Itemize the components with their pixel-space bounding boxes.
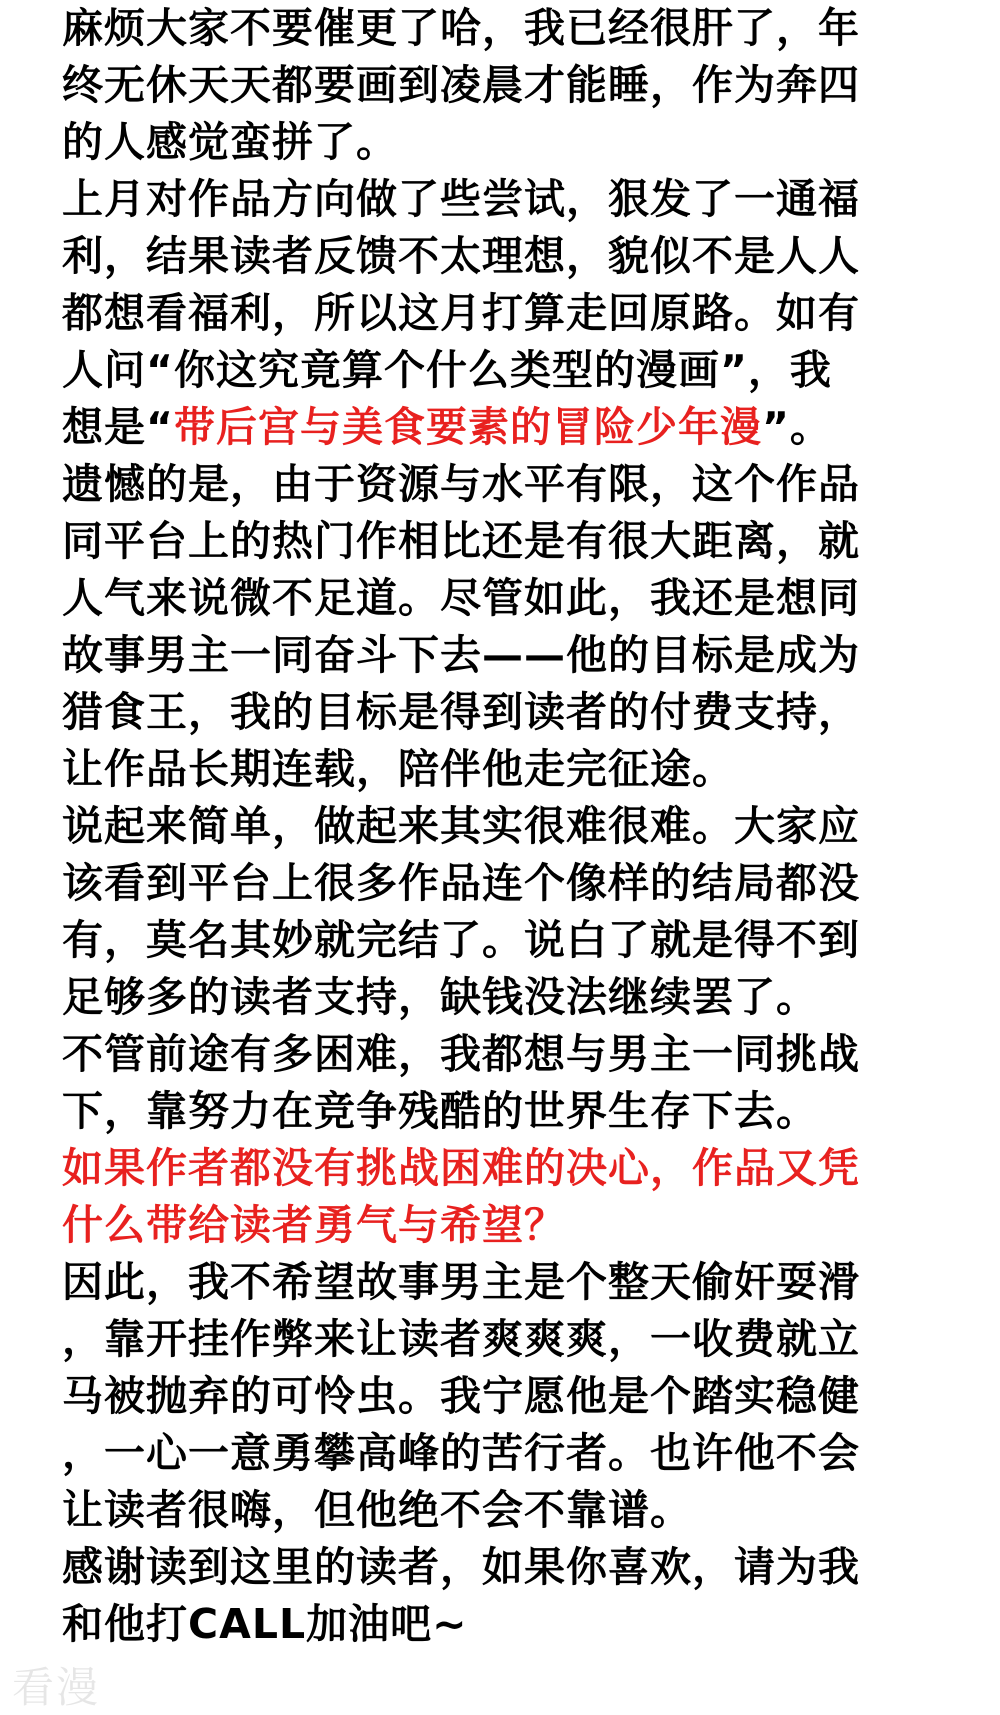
text-segment: 该看到平台上很多作品连个像样的结局都没 — [62, 859, 860, 907]
text-segment: 让作品长期连载，陪伴他走完征途。 — [62, 745, 734, 793]
text-segment: 感谢读到这里的读者，如果你喜欢，请为我 — [62, 1543, 860, 1591]
text-line — [62, 1425, 942, 1482]
text-line — [62, 855, 942, 912]
text-line — [62, 1083, 942, 1140]
text-line — [62, 114, 942, 171]
text-segment: 想是“ — [62, 403, 174, 451]
text-line — [62, 627, 942, 684]
text-segment: 利，结果读者反馈不太理想，貌似不是人人 — [62, 232, 860, 280]
text-segment: ”。 — [761, 403, 832, 451]
text-line — [62, 741, 942, 798]
text-segment: 上月对作品方向做了些尝试，狠发了一通福 — [62, 175, 860, 223]
text-line — [62, 1482, 942, 1539]
text-segment: 人问“你这究竟算个什么类型的漫画”，我 — [62, 346, 832, 394]
text-segment: ，一心一意勇攀高峰的苦行者。也许他不会 — [62, 1429, 860, 1477]
text-line — [62, 228, 942, 285]
text-segment: 终无休天天都要画到凌晨才能睡，作为奔四 — [62, 61, 860, 109]
text-segment: 的人感觉蛮拼了。 — [62, 118, 398, 166]
text-line — [62, 684, 942, 741]
text-segment: 有，莫名其妙就完结了。说白了就是得不到 — [62, 916, 860, 964]
text-segment: 人气来说微不足道。尽管如此，我还是想同 — [62, 574, 860, 622]
text-segment: 麻烦大家不要催更了哈，我已经很肝了，年 — [62, 4, 860, 52]
highlighted-text: 带后宫与美食要素的冒险少年漫 — [173, 403, 762, 451]
text-line — [62, 171, 942, 228]
highlighted-text: 什么带给读者勇气与希望？ — [62, 1201, 566, 1249]
text-line — [62, 1596, 942, 1653]
text-segment: 遗憾的是，由于资源与水平有限，这个作品 — [62, 460, 860, 508]
text-segment: ，靠开挂作弊来让读者爽爽爽，一收费就立 — [62, 1315, 860, 1363]
text-segment: 猎食王，我的目标是得到读者的付费支持， — [62, 688, 860, 736]
text-line — [62, 798, 942, 855]
text-line — [62, 1197, 942, 1254]
text-segment: 让读者很嗨，但他绝不会不靠谱。 — [62, 1486, 692, 1534]
text-segment: 同平台上的热门作相比还是有很大距离，就 — [62, 517, 860, 565]
text-line — [62, 342, 942, 399]
text-segment: 因此，我不希望故事男主是个整天偷奸耍滑 — [62, 1258, 860, 1306]
text-segment: 故事男主一同奋斗下去——他的目标是成为 — [62, 631, 860, 679]
text-line — [62, 513, 942, 570]
text-line — [62, 399, 942, 456]
text-segment: 马被抛弃的可怜虫。我宁愿他是个踏实稳健 — [62, 1372, 860, 1420]
text-segment: 和他打CALL加油吧~ — [62, 1600, 468, 1648]
text-line — [62, 456, 942, 513]
text-line — [62, 1539, 942, 1596]
text-line — [62, 57, 942, 114]
text-line — [62, 969, 942, 1026]
text-segment: 足够多的读者支持，缺钱没法继续罢了。 — [62, 973, 818, 1021]
text-segment: 说起来简单，做起来其实很难很难。大家应 — [62, 802, 860, 850]
text-line — [62, 1254, 942, 1311]
highlighted-text: 如果作者都没有挑战困难的决心，作品又凭 — [62, 1144, 860, 1192]
text-line — [62, 285, 942, 342]
text-line — [62, 0, 942, 57]
text-line — [62, 1140, 942, 1197]
text-line — [62, 1311, 942, 1368]
text-line — [62, 1026, 942, 1083]
text-segment: 都想看福利，所以这月打算走回原路。如有 — [62, 289, 860, 337]
text-line — [62, 912, 942, 969]
text-segment: 不管前途有多困难，我都想与男主一同挑战 — [62, 1030, 860, 1078]
author-note-text — [62, 0, 942, 1653]
text-segment: 下，靠努力在竞争残酷的世界生存下去。 — [62, 1087, 818, 1135]
text-line — [62, 1368, 942, 1425]
text-line — [62, 570, 942, 627]
watermark: 看漫 — [12, 1663, 101, 1712]
